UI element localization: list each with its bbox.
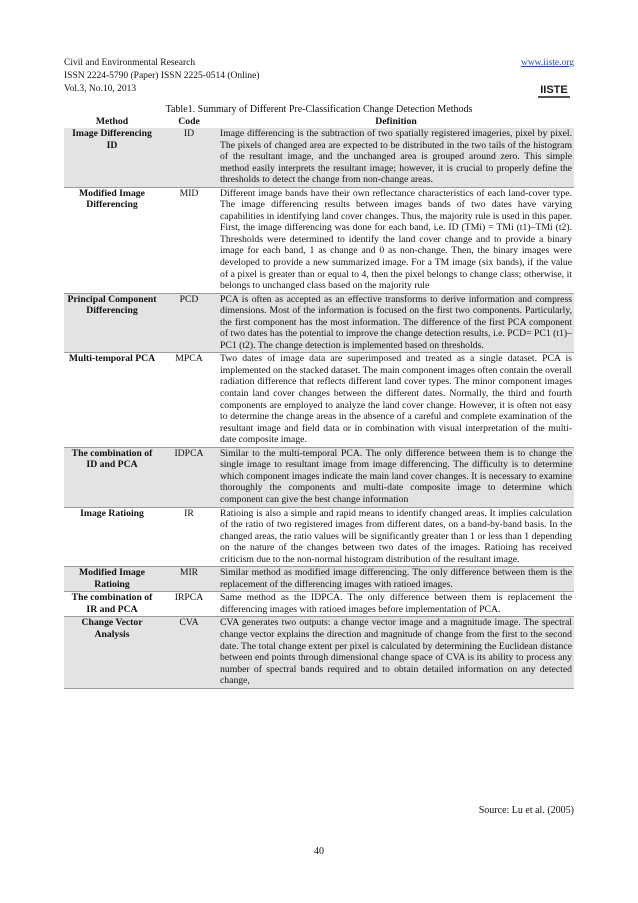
- definition-cell: Similar to the multi-temporal PCA. The only difference between them is to change the single image to resultant image from image differencing. The difficulty is to determine which component images indicate the main land cover changes. It is necessary to examine thoroughly the components and multi-date composite image to determine which component can give the best change information: [218, 447, 574, 507]
- table-row: [64, 567, 574, 592]
- code-cell: MID: [160, 187, 218, 293]
- table-row: [64, 617, 574, 688]
- method-cell: Image Differencing ID: [64, 128, 160, 187]
- table-source: Source: Lu et al. (2005): [478, 805, 574, 816]
- definition-cell: Different image bands have their own reflectance characteristics of each land-cover type. The image differencing results between images bands of two dates have varying capabilities in identifying land cover changes. Thus, the majority rule is used in this paper. First, the image differencing was done for each band, i.e. ID (TMi) = TMi (t1)–TMi (t2). Thresholds were determined to identify the land cover change and to provide a binary image for each band, 1 as change and 0 as non-change. Then, the binary images were developed to provide a new summarized image. For a TM image (six bands), if the value of a pixel is greater than or equal to 4, then the pixel belongs to change class; otherwise, it belongs to unchanged class based on the majority rule: [218, 187, 574, 293]
- code-cell: MPCA: [160, 353, 218, 447]
- code-cell: IR: [160, 507, 218, 567]
- svg-text:IISTE: IISTE: [540, 84, 568, 96]
- journal-url-link[interactable]: www.iiste.org: [520, 58, 574, 68]
- table-row: [64, 507, 574, 567]
- method-cell: The combination of IR and PCA: [64, 592, 160, 617]
- page-header: [64, 57, 574, 96]
- definition-cell: Two dates of image data are superimposed and treated as a single dataset. PCA is implemented on the stacked dataset. The main component images often contain the overall radiation difference that reflects different land cover types. The minor component images contain land cover changes between the different dates. Normally, the third and fourth components are employed to analyze the land cover change. However, it is often not easy to determine the change areas in the absence of a careful and complete examination of the resultant image and field data or in combination with visual interpretation of the multi-date composite image.: [218, 353, 574, 447]
- table-row: [64, 353, 574, 447]
- column-header-code: Code: [178, 115, 200, 127]
- table-row: [64, 187, 574, 293]
- table-row: [64, 447, 574, 507]
- journal-name: Civil and Environmental Research: [64, 58, 196, 68]
- iiste-logo: [534, 74, 574, 102]
- code-cell: MIR: [160, 567, 218, 592]
- definition-cell: Ratioing is also a simple and rapid means to identify changed areas. It implies calculation of the ratio of two registered images from different dates, on a band-by-band basis. In the changed areas, the ratio values will be significantly greater than 1 or less than 1 depending on the nature of the changes between two dates of the images. Ratioing has received criticism due to the non-normal histogram distribution of the resultant image.: [218, 507, 574, 567]
- method-cell: Change Vector Analysis: [64, 617, 160, 688]
- definition-cell: Image differencing is the subtraction of two spatially registered imageries, pixel by pixel. The pixels of changed area are expected to be distributed in the two tails of the histogram of the resultant image, and the unchanged area is grouped around zero. This simple method easily interprets the resultant image; however, it is crucial to properly define the thresholds to detect the change from non-change areas.: [218, 128, 574, 187]
- definition-cell: Similar method as modified image differencing. The only difference between them is the replacement of the differencing images with ratioed images.: [218, 567, 574, 592]
- code-cell: PCD: [160, 293, 218, 353]
- code-cell: ID: [160, 128, 218, 187]
- table-row: [64, 293, 574, 353]
- table-row: [64, 592, 574, 617]
- table-row: [64, 128, 574, 187]
- volume-line: Vol.3, No.10, 2013: [64, 84, 137, 94]
- method-cell: Multi-temporal PCA: [64, 353, 160, 447]
- issn-line: ISSN 2224-5790 (Paper) ISSN 2225-0514 (Online): [64, 71, 260, 81]
- table-header-row: [64, 115, 574, 128]
- code-cell: IDPCA: [160, 447, 218, 507]
- column-header-definition: Definition: [375, 115, 417, 127]
- page-number: 40: [314, 846, 324, 857]
- definition-cell: Same method as the IDPCA. The only difference between them is replacement the differencing images with ratioed images before implementation of PCA.: [218, 592, 574, 617]
- methods-table: [64, 115, 574, 689]
- method-cell: Modified Image Ratioing: [64, 567, 160, 592]
- method-cell: The combination of ID and PCA: [64, 447, 160, 507]
- method-cell: Image Ratioing: [64, 507, 160, 567]
- code-cell: IRPCA: [160, 592, 218, 617]
- column-header-method: Method: [95, 115, 129, 127]
- code-cell: CVA: [160, 617, 218, 688]
- table-caption: Table1. Summary of Different Pre-Classification Change Detection Methods: [165, 104, 473, 115]
- method-cell: Modified Image Differencing: [64, 187, 160, 293]
- definition-cell: CVA generates two outputs: a change vector image and a magnitude image. The spectral change vector explains the direction and magnitude of change from the first to the second date. The total change extent per pixel is calculated by determining the Euclidean distance between end points through dimensional change space of CVA is its ability to process any number of spectral bands required and to obtain detailed information on any detected change,: [218, 617, 574, 688]
- definition-cell: PCA is often as accepted as an effective transforms to derive information and compress dimensions. Most of the information is focused on the first two components. Particularly, the first component has the most information. The difference of the first PCA component of two dates has the potential to improve the change detection results, i.e. PCD= PC1 (t1)–PC1 (t2). The change detection is implemented based on thresholds.: [218, 293, 574, 353]
- method-cell: Principal Component Differencing: [64, 293, 160, 353]
